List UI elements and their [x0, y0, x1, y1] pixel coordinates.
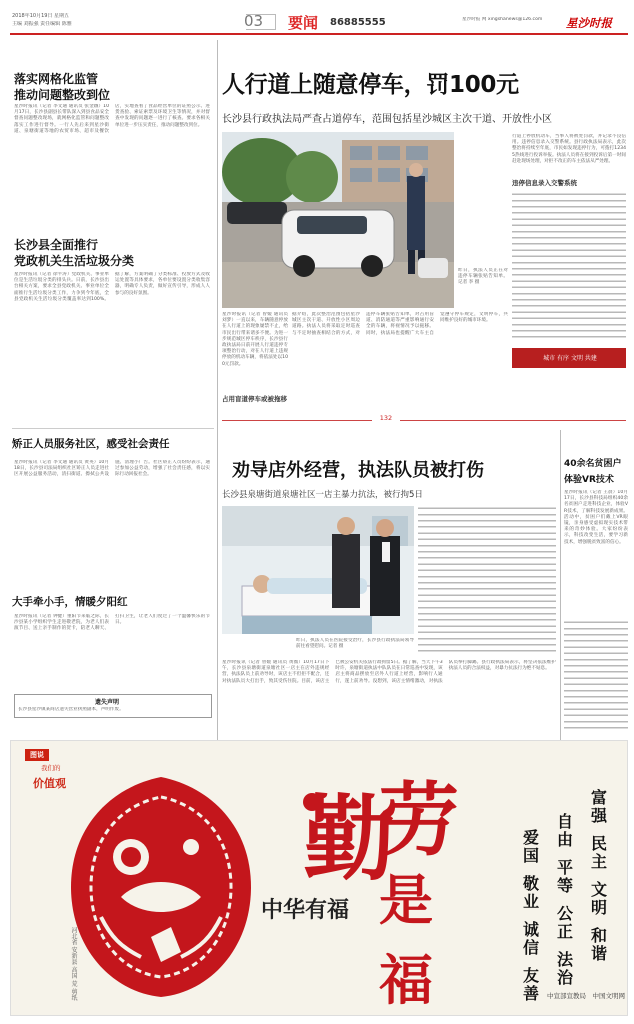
notice-title: 遗失声明	[95, 699, 120, 706]
value-word: 公正	[557, 904, 574, 941]
a1-title-line-1: 落实网格化监管	[14, 72, 99, 86]
value-word: 法治	[557, 950, 574, 987]
page-number-frame	[246, 14, 276, 30]
value-word: 文明	[591, 880, 608, 917]
a3-body: 星沙时报讯（记者 李文通 通讯员 黄英）10月18日，长沙县司法局组织社区矫正人员走进社区开展公益服务活动，清扫街道、擦拭公共设施、清理小广告。社区矫正人员纷纷表示，通过参加公益劳动，增强了社会责任感，将以实际行动回报社会。	[14, 460, 210, 478]
side-title-line-1: 40余名贫困户	[564, 459, 622, 469]
value-word: 自由	[557, 812, 574, 849]
a2-title-line-2: 党政机关生活垃圾分类	[14, 254, 135, 268]
a3-title: 矫正人员服务社区，感受社会责任	[12, 438, 170, 450]
main-body-1: 星沙时报讯（记者 曾媛 通讯员 刘梦）一直以来，车辆随意停放在人行道上的现象屡禁不止，给市民出行带来诸多不便。为进一步规范城区停车秩序，长沙县行政执法局日前开展人行道违停专项整治行动，对在人行道上违规停放的机动车辆，将依法处以100元罚款。	[222, 312, 288, 367]
a4-title: 大手牵小手，情暖夕阳红	[12, 596, 128, 608]
poster-issuer: 中宣部宣教局 中国文明网	[547, 992, 625, 1000]
article2-photo	[222, 506, 414, 634]
value-word: 诚信	[523, 920, 540, 957]
poster-big-char-1: 勤	[303, 786, 396, 893]
brand-sub: 星沙时报 网 xingshanews@126.com	[462, 17, 543, 22]
brand-logo: 星沙时报	[566, 16, 612, 30]
value-word: 敬业	[523, 874, 540, 911]
main-photo-caption: 昨日，执法人员正在对违停车辆张贴告知单。记者 李 摄	[458, 268, 508, 286]
value-word: 和谐	[591, 926, 608, 963]
a1-body: 星沙时报讯（记者 李文通 通讯员 张金娥）10月17日，长沙县副县长带队深入到县食品安全督查问题整改现场，就网格化监管和问题整改落实工作进行督导。一行人先后来到星沙街道、泉塘街道等地的农贸市场、超市及餐饮店，实地查看了食品经营单位的证照公示、进货查验、索证索票及环境卫生等情况，并对督查中发现的问题逐一进行了核查。要求各相关单位进一步压实责任，推动问题整改到位。	[14, 104, 210, 134]
a2-title-line-1: 长沙县全面推行	[14, 238, 99, 252]
right-column-divider	[560, 430, 561, 740]
main-subhead: 长沙县行政执法局严查占道停车，范围包括星沙城区主次干道、开放性小区	[222, 114, 552, 124]
left-column-divider	[217, 40, 218, 758]
page-number: 03	[244, 12, 264, 30]
value-word: 爱国	[523, 828, 540, 865]
poster-slogan: 中华有福	[261, 898, 350, 923]
main-photo	[222, 132, 454, 308]
value-word: 平等	[557, 858, 574, 895]
value-word: 民主	[591, 834, 608, 871]
main-body-2: 据介绍，此次整治范围包括星沙城区主次干道、开放性小区周边道路。执法人员将采取定时巡查与不定时抽查相结合的方式，对违停车辆张贴告知单，对占用盲道、消防通道等严重影响通行安全的车辆，将视情况予以拖移。同时，执法局也提醒广大车主自觉遵守停车规定，文明停车，共同维护良好的城市环境。	[292, 312, 508, 336]
editor-line: 主编 刘振强 责任编辑 陈雅	[12, 21, 72, 27]
poster-big-char-3: 是福	[379, 869, 433, 1012]
poster-label-top: 图说	[25, 749, 49, 761]
article2-photo-caption: 昨日，执法人员在医院接受治疗，长沙县行政执法局领导前往看望慰问。记者 摄	[296, 638, 414, 650]
date-line: 2018年10月19日 星期五	[12, 13, 70, 19]
main-right-sub: 违停信息录入交警系统	[512, 179, 577, 187]
small-ad-banner	[512, 348, 626, 368]
side-title-line-2: 体验VR技术	[564, 475, 614, 485]
a3-top-rule	[12, 428, 214, 429]
papercut-rooster-art	[61, 767, 261, 1007]
hospital-visit-illustration	[222, 506, 414, 634]
notice-body: 长沙县星沙镇某商店遗失营业执照副本，声明作废。	[18, 707, 124, 712]
marker-number: 132	[379, 414, 393, 422]
notice-box	[14, 694, 212, 718]
hotline-number: 86885555	[330, 17, 386, 28]
side-body: 星沙时报讯（记者 王晨）10月17日，长沙县科技局组织40余名贫困户走进科技企业，体验VR技术，了解科技发展新成果。活动中，贫困户们戴上VR眼镜，亲身感受虚拟现实技术带来的奇妙体验。大家纷纷表示，科技改变生活，要学习新技术，增强脱贫致富的信心。	[564, 490, 628, 545]
side-body-cont	[564, 620, 628, 730]
section-title: 要闻	[288, 14, 319, 32]
section-divider-right	[400, 420, 626, 421]
main-bold-sub: 占用盲道停车或被拖移	[222, 395, 287, 403]
article2-body: 星沙时报讯（记者 曾媛 通讯员 黄薇）10月17日下午，长沙县泉塘街道泉塘社区一店主在店外违规经营，执法队员上前劝导时，该店主不但拒不配合，还对执法队员大打出手，致其受伤住院。目前，该店主已被公安机关依法行政拘留5日。据了解，当天下午3时许，泉塘街道执法中队队员在日常巡查中发现，该店主将商品摆放至店外人行道上经营，影响行人通行，遂上前劝导。没想到，该店主情绪激动，对执法队员拳打脚踢。县行政执法局表示，将坚决依法维护执法人员的合法权益，对暴力抗法行为绝不姑息。	[222, 660, 556, 684]
poster-label-mid: 我们的	[41, 764, 61, 772]
value-word: 富强	[591, 788, 608, 825]
masthead-rule	[10, 33, 628, 35]
main-headline: 人行道上随意停车，罚100元	[222, 72, 519, 98]
a1-title-line-2: 推动问题整改到位	[14, 88, 111, 102]
small-ad-label: 城市 有序 文明 共建	[543, 355, 597, 362]
street-parking-illustration	[222, 132, 454, 308]
article2-body-right	[418, 506, 556, 656]
a4-body: 星沙时报讯（记者 钟健）重阳节来临之际，长沙县某小学组织学生走进敬老院，为老人们表演节目、送上亲手制作的贺卡，陪老人聊天、打扫卫生，让老人们度过了一个温馨快乐的节日。	[14, 614, 210, 632]
masthead	[0, 0, 634, 40]
poster-side-credit: 河北省 安新县 高国 荒 剪纸	[70, 927, 77, 1001]
poster-label-main: 价值观	[33, 777, 66, 790]
article2-subhead: 长沙县泉塘街道泉塘社区一店主暴力抗法，被行拘5日	[222, 490, 423, 500]
main-right-body: 行道上停放机动车，当事人将被处罚款，并记录不良信用。违停信息录入交警系统。县行政执法局表示，此次整治将持续至年底，市民如发现违停行为，可拨打12345热线进行投诉举报。执法人员将在接到投诉后第一时间赶赴现场处理，对拒不改正的车主依法从严处理。	[512, 134, 626, 164]
article2-headline: 劝导店外经营，执法队员被打伤	[232, 460, 484, 481]
value-word: 友善	[523, 966, 540, 1003]
a2-body: 星沙时报讯（记者 徐平涛）党政机关、事业单位是生活垃圾分类的排头兵。日前，长沙县出台相关方案，要求全县党政机关、事业单位全面推行生活垃圾分类工作，力争到今年底，全县党政机关生活垃圾分类覆盖率达到100%。据了解，方案明确了分类标准、投放方式及收运处置等具体要求，各单位要设置分类收集容器，明确专人负责，做好宣传引导，形成人人参与的良好氛围。	[14, 272, 210, 302]
values-poster	[10, 740, 628, 1016]
poster-big-char-2: 劳	[379, 774, 459, 867]
main-right-body-cont	[512, 192, 626, 342]
section-divider-left	[222, 420, 372, 421]
